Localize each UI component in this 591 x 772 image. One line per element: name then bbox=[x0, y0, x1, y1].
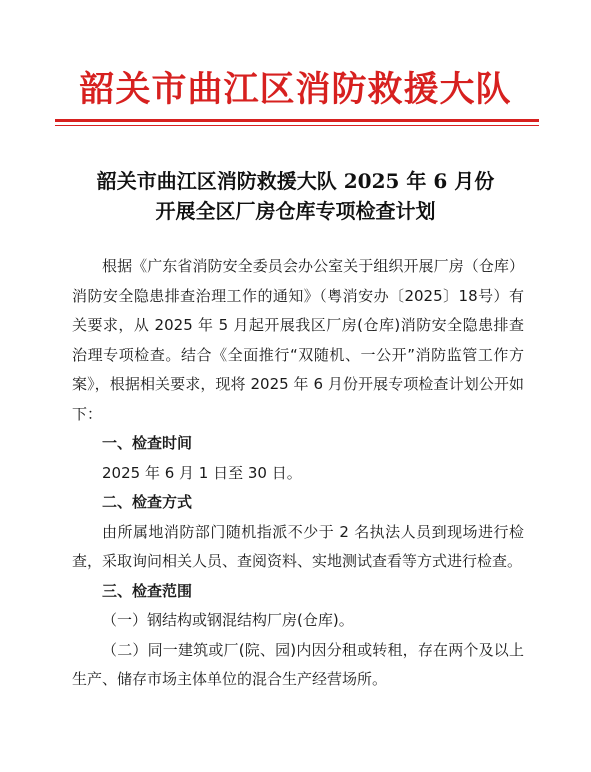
title-line-2: 开展全区厂房仓库专项检查计划 bbox=[155, 199, 436, 223]
document-body bbox=[72, 252, 524, 695]
section-method-text: 由所属地消防部门随机指派不少于 2 名执法人员到现场进行检查，采取询问相关人员、查阅资料、实地测试查看等方式进行检查。 bbox=[72, 522, 524, 570]
section-heading-method: 二、检查方式 bbox=[102, 493, 193, 511]
letterhead-divider-thick bbox=[55, 119, 539, 122]
section-scope-item-2: （二）同一建筑或厂(院、园)内因分租或转租，存在两个及以上生产、储存市场主体单位的混合生产经营场所。 bbox=[72, 640, 524, 688]
section-scope-item-1: （一）钢结构或钢混结构厂房(仓库)。 bbox=[102, 611, 354, 629]
document-title bbox=[0, 166, 591, 226]
title-line-1: 韶关市曲江区消防救援大队 2025 年 6 月份 bbox=[96, 169, 495, 193]
section-time-text: 2025 年 6 月 1 日至 30 日。 bbox=[102, 463, 302, 482]
section-heading-time: 一、检查时间 bbox=[102, 434, 193, 452]
letterhead-org-name: 韶关市曲江区消防救援大队 bbox=[79, 69, 512, 110]
section-heading-scope: 三、检查范围 bbox=[102, 581, 193, 600]
intro-paragraph: 根据《广东省消防安全委员会办公室关于组织开展厂房（仓库）消防安全隐患排查治理工作的通知》（粤消安办〔2025〕18号）有关要求，从 2025 年 5 月起开展我区厂房(仓库)消防安全隐患排查治理专项检查。结合《全面推行“双随机、一公开”消防监管工作方案》，根据相关要求，现将 2025 年 6 月份开展专项检查计划公开如下： bbox=[72, 257, 524, 423]
letterhead-divider-thin bbox=[55, 125, 539, 126]
